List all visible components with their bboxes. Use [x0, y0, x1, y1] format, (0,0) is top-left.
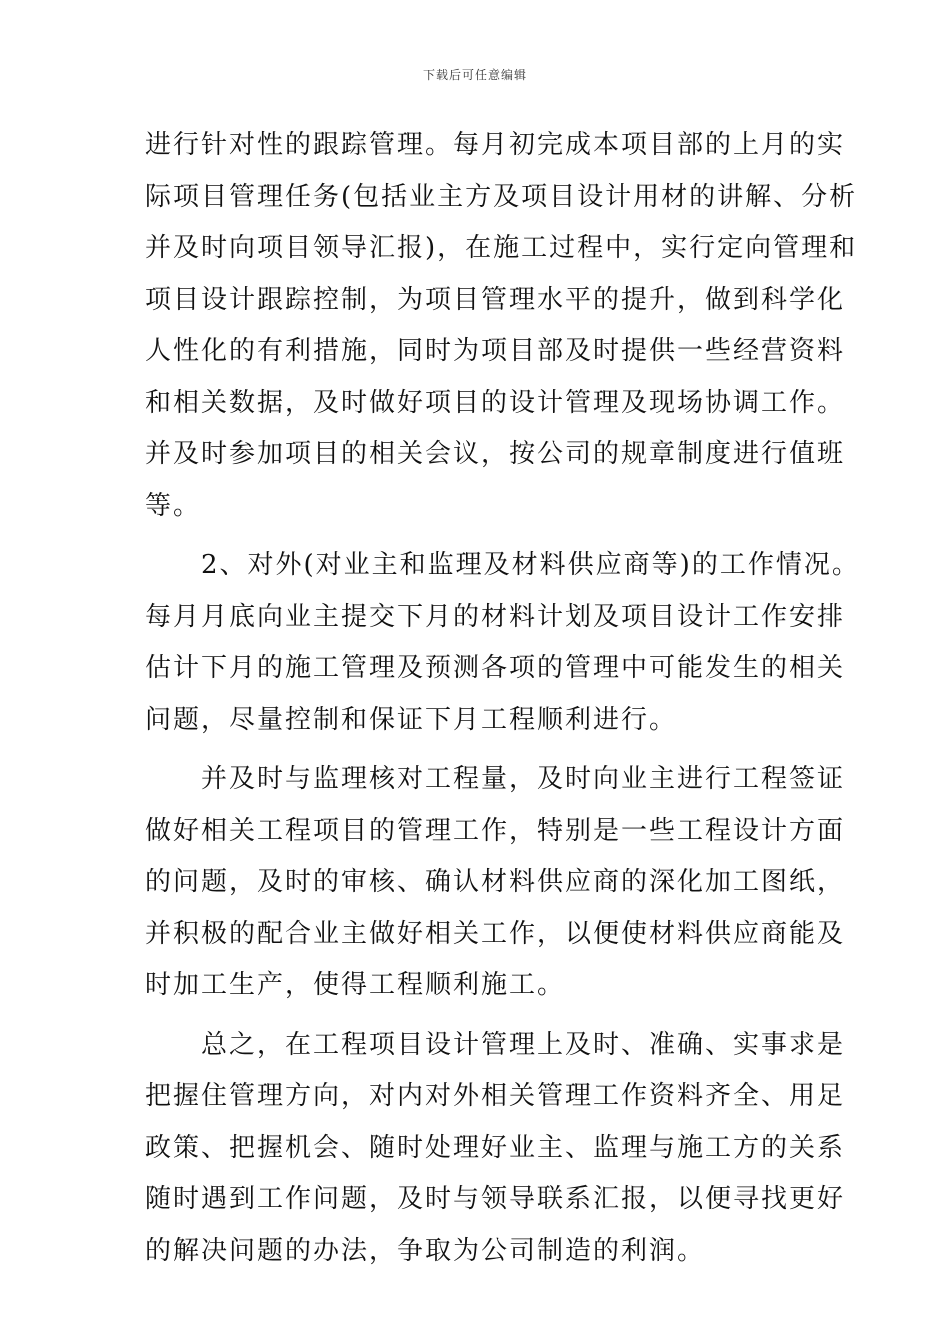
page-header-note: 下载后可任意编辑: [422, 68, 527, 82]
text-line: 估计下月的施工管理及预测各项的管理中可能发生的相关: [145, 653, 846, 683]
document-body: [145, 120, 860, 1277]
text-line: 的问题，及时的审核、确认材料供应商的深化加工图纸，: [145, 867, 846, 897]
paragraph: [145, 1020, 846, 1278]
text-line: 的解决问题的办法，争取为公司制造的利润。: [145, 1235, 706, 1266]
text-line: 进行针对性的跟踪管理。每月初完成本项目部的上月的实: [145, 130, 846, 160]
text-line: 并积极的配合业主做好相关工作，以便使材料供应商能及: [145, 918, 846, 949]
text-line: 和相关数据，及时做好项目的设计管理及现场协调工作。: [145, 387, 846, 418]
paragraph-spacer: [145, 746, 805, 754]
text-line: 问题，尽量控制和保证下月工程顺利进行。: [145, 704, 678, 735]
text-line: 每月月底向业主提交下月的材料计划及项目设计工作安排: [145, 601, 846, 632]
text-line: 并及时与监理核对工程量，及时向业主进行工程签证: [145, 764, 846, 794]
text-line: 时加工生产，使得工程顺利施工。: [145, 970, 566, 1000]
paragraph-spacer: [145, 532, 805, 540]
text-line: 项目设计跟踪控制，为项目管理水平的提升，做到科学化: [145, 284, 846, 315]
text-line: 政策、把握机会、随时处理好业主、监理与施工方的关系: [145, 1132, 846, 1163]
text-line: 总之，在工程项目设计管理上及时、准确、实事求是: [145, 1029, 846, 1060]
text-line: 2、对外(对业主和监理及材料供应商等)的工作情况。: [145, 550, 860, 580]
text-line: 做好相关工程项目的管理工作，特别是一些工程设计方面: [145, 815, 846, 846]
paragraph: [145, 754, 846, 1012]
text-line: 把握住管理方向，对内对外相关管理工作资料齐全、用足: [145, 1081, 846, 1111]
paragraph: [145, 120, 858, 532]
text-line: 等。: [145, 490, 202, 521]
paragraph: [145, 540, 860, 746]
paragraph-spacer: [145, 1012, 805, 1020]
text-line: 人性化的有利措施，同时为项目部及时提供一些经营资料: [145, 336, 846, 366]
text-line: 并及时向项目领导汇报)，在施工过程中，实行定向管理和: [145, 233, 858, 263]
text-line: 随时遇到工作问题，及时与领导联系汇报，以便寻找更好: [145, 1184, 846, 1214]
text-line: 并及时参加项目的相关会议，按公司的规章制度进行值班: [145, 439, 846, 469]
text-line: 际项目管理任务(包括业主方及项目设计用材的讲解、分析: [145, 181, 858, 212]
